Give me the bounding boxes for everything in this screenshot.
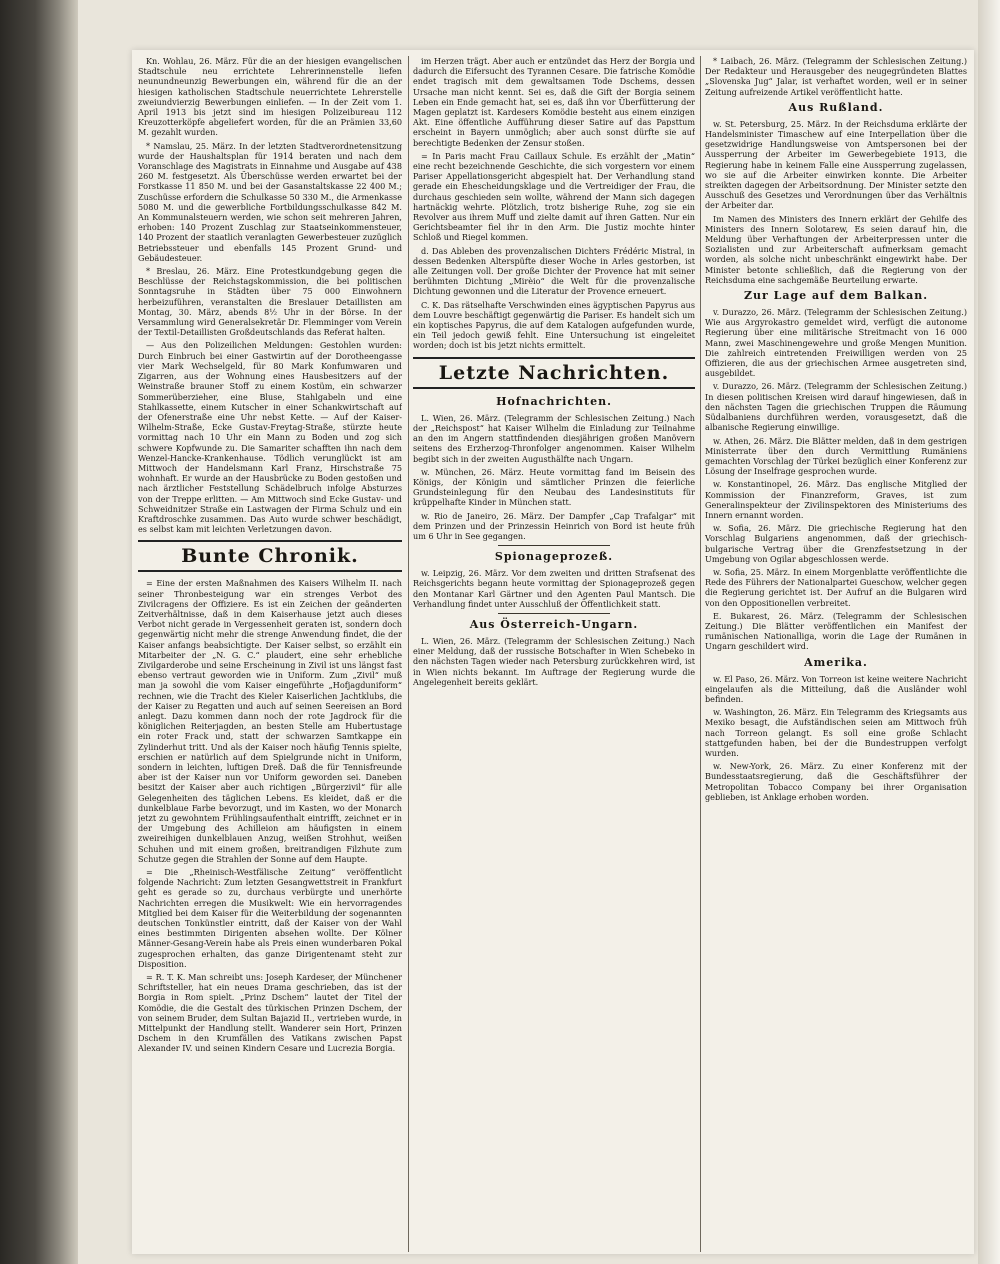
article-wien-schebeko: L. Wien, 26. März. (Telegramm der Schlesischen Zeitung.) Nach einer Meldung, daß der russische Botschafter in Wien Schebeko in den nächsten Tagen wieder nach Petersburg zurückkehren wird, ist in Wien nichts bekannt. Im Auftrage der Regierung wurde die Angelegenheit bereits geklärt. <box>413 635 695 687</box>
subsection-russland: Aus Rußland. <box>788 100 884 114</box>
article-durazzo-2: v. Durazzo, 26. März. (Telegramm der Schlesischen Zeitung.) In diesen politischen Kreisen wird darauf hingewiesen, daß in den nächsten Tagen die griechischen Truppen die Räumung Südalbaniens durchführen werden, vorausgesetzt, daß die albanische Regierung einwillige. <box>705 381 967 433</box>
article-mistral: d. Das Ableben des provenzalischen Dichters Frédéric Mistral, in dessen Bedenken Alterspüfte dieser Woche in Arles gestorben, ist alle Zeitungen voll. Der große Dichter der Provence hat mit seiner berühmten Dichtung „Mirèio“ die Welt für die provenzalische Dichtung gewonnen und die Literatur der Provence erneuert. <box>413 245 695 297</box>
facing-page-edge <box>978 0 1000 1264</box>
article-new-york: w. New-York, 26. März. Zu einer Konferenz mit der Bundesstaatsregierung, daß die Geschäftsführer der Metropolitan Tobacco Company bei ihrer Organisation geblieben, ist Anklage erhoben worden. <box>705 761 967 802</box>
article-borgia: im Herzen trägt. Aber auch er entzündet das Herz der Borgia und dadurch die Eifersucht des Tyrannen Cesare. Die fatrische Komödie endet tragisch mit dem gewaltsamen Tode Dschems, dessen Ursache man nicht kennt. Sei es, daß die Gift der Borgia seinem Leben ein Ende gemacht hat, sei es, daß ihn vor Überfütterung der Magen geplatzt ist. Kardesers Komödie besteht aus einem einzigen Akt. Eine öffentliche Aufführung dieser Satire auf das Papsttum erscheint in Bayern unmöglich; aber auch sonst dürfte sie auf berechtigte Bedenken der Zensur stoßen. <box>413 56 695 148</box>
column-middle <box>413 56 695 1252</box>
column-left <box>138 56 402 1252</box>
article-breslau: * Breslau, 26. März. Eine Protestkundgebung gegen die Beschlüsse der Reichstagskommission, die bei politischen Sonntagsruhe in Städten über 75 000 Einwohnern herbeizuführen, veranstalten die Breslauer Detaillisten am Montag, 30. März, abends 8½ Uhr in der Börse. In der Versammlung wird Generalsekretär Dr. Flemminger vom Verein der Textil-Detaillisten Großdeutschlands das Referat halten. <box>138 266 402 338</box>
article-durazzo-1: v. Durazzo, 26. März. (Telegramm der Schlesischen Zeitung.) Wie aus Argyrokastro gemeldet wird, verfügt die autonome Regierung über eine militärische Streitmacht von 16 000 Mann, zwei Maschinengewehre und große Mengen Munition. Die zahlreich eintretenden Freiwilligen werden von 25 Offizieren, die aus der griechischen Armee ausgetreten sind, ausgebildet. <box>705 307 967 379</box>
article-leipzig: w. Leipzig, 26. März. Vor dem zweiten und dritten Strafsenat des Reichsgerichts begann heute vormittag der Spionageprozeß gegen den Montanar Karl Gärtner und den Agenten Paul Mantsch. Die Verhandlung findet unter Ausschluß der Öffentlichkeit statt. <box>413 568 695 609</box>
subsection-hofnachrichten: Hofnachrichten. <box>496 394 612 408</box>
subsection-oesterreich-ungarn: Aus Österreich-Ungarn. <box>469 617 639 631</box>
article-el-paso: w. El Paso, 26. März. Von Torreon ist keine weitere Nachricht eingelaufen als die Mitteilung, daß die Ausländer wohl befinden. <box>705 673 967 704</box>
subsection-spionageprozess: Spionageprozeß. <box>494 550 614 564</box>
divider <box>498 613 611 614</box>
article-paris: = In Paris macht Frau Caillaux Schule. Es erzählt der „Matin“ eine recht bezeichnende Geschichte, die sich vorgestern vor einem Pariser Appellationsgericht abgespielt hat. Der Verhandlung stand gerade ein Ehescheidungsklage und die Vertreidiger der Frau, die durchaus geschieden sein wollte, während der Mann sich dagegen hartnäckig wehrte. Plötzlich, trotz bisherige Ruhe, zog sie ein Revolver aus ihrem Muff und zielte damit auf ihren Gatten. Nur ein Gerichtsbeamter fiel ihr in den Arm. Die Justiz mochte hinter Schloß und Riegel kommen. <box>413 150 695 243</box>
article-bukarest: E. Bukarest, 26. März. (Telegramm der Schlesischen Zeitung.) Die Blätter veröffentlichen ein Manifest der rumänischen Nationalliga, worin die Lage der Rumänen in Ungarn geschildert wird. <box>705 610 967 652</box>
article-washington: w. Washington, 26. März. Ein Telegramm des Kriegsamts aus Mexiko besagt, die Aufständischen seien am Mittwoch früh nach Torreon gelangt. Es soll eine große Schlacht stattgefunden haben, bei der die Bundestruppen verfolgt wurden. <box>705 707 967 758</box>
article-wien-kaiser: L. Wien, 26. März. (Telegramm der Schlesischen Zeitung.) Nach der „Reichspost“ hat Kaiser Wilhelm die Einladung zur Teilnahme an den im Angern stattfindenden diesjährigen großen Manövern seitens des Erzherzog-Thronfolger angenommen. Kaiser Wilhelm begibt sich in der zweiten Augusthälfte nach Ungarn. <box>413 412 695 464</box>
article-rio: w. Rio de Janeiro, 26. März. Der Dampfer „Cap Trafalgar“ mit dem Prinzen und der Prinzessin Heinrich von Bord ist heute früh um 6 Uhr in See gegangen. <box>413 510 695 541</box>
article-gesangwettstreit: = Die „Rheinisch-Westfälische Zeitung“ veröffentlicht folgende Nachricht: Zum letzten Gesangwettstreit in Frankfurt geht es gerade so zu, durchaus verbürgte und unerhörte Nachrichten erregen die Musikwelt: Wie ein hervorragendes Mitglied bei dem Kaiser für die Weiterbildung der sogenannten deutschen Tonkünstler eintritt, daß der Kaiser von der Wahl eines bestimmten Dirigenten absehen wollte. Der Kölner Männer-Gesang-Verein habe als Preis einen wunderbaren Pokal zugesprochen erhalten, das ganze Dirigentenamt steht zur Disposition. <box>138 867 402 969</box>
article-konstantinopel: w. Konstantinopel, 26. März. Das englische Mitglied der Kommission der Finanzreform, Graves, ist zum Generalinspekteur der Zivilinspektoren des Ministeriums des Innern ernannt worden. <box>705 479 967 520</box>
subsection-balkan: Zur Lage auf dem Balkan. <box>743 289 929 303</box>
article-muenchen: w. München, 26. März. Heute vormittag fand im Beisein des Königs, der Königin und sämtlicher Prinzen die feierliche Grundsteinlegung für den Neubau des Landesinstituts für krüppelhafte Kinder in München statt. <box>413 466 695 508</box>
column-rule <box>408 56 409 1252</box>
article-polizei: — Aus den Polizeilichen Meldungen: Gestohlen wurden: Durch Einbruch bei einer Gastwirtin auf der Dorotheengasse vier Mark Wechselgeld, für 80 Mark Konfumwaren und Zigarren, aus der Wohnung eines Hausbesitzers auf der Weinstraße brauner Stoff zu einem Kostüm, ein schwarzer Sommerüberzieher, eine Bluse, Stahlgabeln und eine Stahlkassette, einem Kutscher in einer Schankwirtschaft auf der Ofenerstraße eine Uhr nebst Kette. — Auf der Kaiser-Wilhelm-Straße, Ecke Gustav-Freytag-Straße, stürzte heute vormittag nach 10 Uhr ein Mann zu Boden und zog sich schwere Kopfwunde zu. Die Samariter schafften ihn nach dem Wenzel-Hancke-Krankenhause. Tödlich verunglückt ist am Mittwoch der Handelsmann Karl Franz, Hirschstraße 75 wohnhaft. Er wurde an der Hausbrücke zu Boden gestoßen und nach ärztlicher Feststellung Schädelbruch infolge Absturzes von der Treppe erlitten. — Am Mittwoch sind Ecke Gustav- und Schweidnitzer Straße ein Lastwagen der Firma Schulz und ein Kraftdroschke zusammen. Das Auto wurde schwer beschädigt, es selbst kam mit leichten Verletzungen davon. <box>138 340 402 535</box>
article-athen: w. Athen, 26. März. Die Blätter melden, daß in dem gestrigen Ministerrate über den durch Vermittlung Rumäniens gemachten Vorschlag der Türkei bezüglich einer Konferenz zur Lösung der Inselfrage gesprochen wurde. <box>705 435 967 477</box>
column-right <box>705 56 967 1252</box>
article-sofia-2: w. Sofia, 25. März. In einem Morgenblatte veröffentlichte die Rede des Führers der Nationalpartei Gueschow, welcher gegen die Regierung gerichtet ist. Der Aufruf an die Bulgaren wird von den Oppositionellen verbreitet. <box>705 566 967 608</box>
article-sofia-1: w. Sofia, 26. März. Die griechische Regierung hat den Vorschlag Bulgariens angenommen, daß der griechisch-bulgarische Vertrag über die Grenzfestsetzung in der Umgebung von Ogilar abgeschlossen werde. <box>705 523 967 564</box>
subsection-amerika: Amerika. <box>804 655 868 669</box>
column-rule <box>700 56 701 1252</box>
divider <box>498 545 611 546</box>
newspaper-page <box>132 50 974 1254</box>
book-binding <box>0 0 78 1264</box>
article-kaiser-zivil: = Eine der ersten Maßnahmen des Kaisers Wilhelm II. nach seiner Thronbesteigung war ein strenges Verbot des Zivilcragens der Offiziere. Es ist ein Zeichen der geänderten Zeitverhältnisse, daß in dem Kaiserhause jetzt auch dieses Verbot nicht gerade in Vergessenheit geraten ist, sondern doch gegenwärtig nicht mehr die strenge Anwendung findet, die der Kaiser anfangs beabsichtigte. Der Kaiser selbst, so erzählt ein Mitarbeiter der „N. G. C.“ plaudert, eine sehr erhebliche Zivilgarderobe und seine Erscheinung in Zivil ist uns längst fast ebenso vertraut geworden wie in Uniform. Zum „Zivil“ muß man ja sowohl die vom Kaiser eingeführte „Hofjagduniform“ rechnen, wie die Tracht des Kieler Kaiserlichen Jachtklubs, die der Kaiser zu Regatten und auch auf seinen Seereisen an Bord anlegt. Dazu kommen dann noch der rote Jagdrock für die königlichen Reiterjagden, an besten Stelle am Hubertustage ein roter Frack und, statt der schwarzen Samtkappe ein Zylinderhut tritt. Und als der Kaiser noch häufig Tennis spielte, erschien er natürlich auf dem Spielgrunde nicht in Uniform, sondern in leichten, luftigen Dreß. Daß die für Tennisfreunde aber ist der Kaiser nun vor Uniform geworden sei. Daneben besitzt der Kaiser aber auch richtigen „Bürgerzivil“ für alle Gelegenheiten des täglichen Lebens. Es kleidet, daß er die dunkelblaue Farbe bevorzugt, und im Kasten, wo der Monarch jetzt zu gewohntem Frühlingsaufenthalt eintrifft, zeichnet er in der Umgebung des Achilleion am häufigsten in einem zweireihigen dunkelblauen Anzug, weißen Strohhut, weißen Schuhen und mit einem großen, breitrandigen Filzhute zum Schutze gegen die Strahlen der Sonne auf dem Haupte. <box>138 578 402 864</box>
section-title-letzte-nachrichten: Letzte Nachrichten. <box>413 357 695 389</box>
article-prinz-dschem: = R. T. K. Man schreibt uns: Joseph Kardeser, der Münchener Schriftsteller, hat ein neues Drama geschrieben, das ist der Borgia in Rom spielt. „Prinz Dschem“ lautet der Titel der Komödie, die die Gestalt des türkischen Prinzen Dschem, der von seinem Bruder, dem Sultan Bajazid II., vertrieben wurde, in Mittelpunkt der Handlung stellt. Wanderer sein Hort, Prinzen Dschem in den Krumfällen des Vatikans zwischen Papst Alexander IV. und seinen Kindern Cesare und Lucrezia Borgia. <box>138 972 402 1054</box>
article-wohlau: Kn. Wohlau, 26. März. Für die an der hiesigen evangelischen Stadtschule neu errichtete Lehrerinnenstelle liefen neunundneunzig Bewerbungen ein, während für die an der hiesigen katholischen Stadtschule neuerrichtete Lehrerstelle zweiundvierzig Bewerbungen einliefen. — In der Zeit vom 1. April 1913 bis jetzt sind im hiesigen Polizeibureau 112 Kreuzotterköpfe abgeliefert worden, für die an Prämien 33,60 M. gezahlt wurden. <box>138 56 402 138</box>
article-petersburg-2: Im Namen des Ministers des Innern erklärt der Gehilfe des Ministers des Innern Solotarew, Es seien darauf hin, die Meldung über Verhaftungen der Arbeiterpressen unter die Sozialisten und zur Arbeiterschaft aufmerksam gemacht worden, als solche nicht unbeschränkt eingewirkt habe. Der Minister betonte schließlich, daß die Regierung von der Reichsduma eine sachgemäße Beurteilung erwarte. <box>705 213 967 285</box>
article-papyrus: C. K. Das rätselhafte Verschwinden eines ägyptischen Papyrus aus dem Louvre beschäftigt gegenwärtig die Pariser. Es handelt sich um ein koptisches Papyrus, die auf dem Katalogen aufgefunden wurde, ein Teil jedoch gewiß fehlt. Eine Untersuchung ist eingeleitet worden; doch ist bis jetzt nichts ermittelt. <box>413 299 695 351</box>
article-petersburg: w. St. Petersburg, 25. März. In der Reichsduma erklärte der Handelsminister Timaschew auf eine Interpellation über die gesetzwidrige Handlungsweise von Amtspersonen bei der Aussperrung der Arbeiter im Gewerbegebiete 1913, die Regierung habe in keinem Falle eine Aussperrung zugelassen, wo sie auf die Arbeiter einwirken konnte. Die Arbeiter streikten dagegen der Arbeitsordnung. Der Minister setzte den Ausschuß des Gesetzes und Verordnungen über das Verhältnis der Arbeiter dar. <box>705 118 967 211</box>
section-title-bunte-chronik: Bunte Chronik. <box>138 540 402 572</box>
article-laibach: * Laibach, 26. März. (Telegramm der Schlesischen Zeitung.) Der Redakteur und Herausgeber des neugegründeten Blattes „Slovenska Jug“ Jalar, ist verhaftet worden, weil er in seiner Zeitung aufreizende Artikel veröffentlicht hatte. <box>705 56 967 97</box>
article-namslau: * Namslau, 25. März. In der letzten Stadtverordnetensitzung wurde der Haushaltsplan für 1914 beraten und nach dem Voranschlage des Magistrats in Einnahme und Ausgabe auf 438 260 M. festgesetzt. Als Überschüsse werden erwartet bei der Forstkasse 11 850 M. und bei der Gasanstaltskasse 22 400 M.; Zuschüsse erfordern die Schulkasse 50 330 M., die Armenkasse 5080 M. und die gewerbliche Fortbildungsschulkasse 842 M. An Kommunalsteuern werden, wie schon seit mehreren Jahren, erhoben: 140 Prozent Zuschlag zur Staatseinkommensteuer, 140 Prozent der staatlich veranlagten Gewerbesteuer zuzüglich Betriebssteuer und ebenfalls 145 Prozent Grund- und Gebäudesteuer. <box>138 140 402 263</box>
